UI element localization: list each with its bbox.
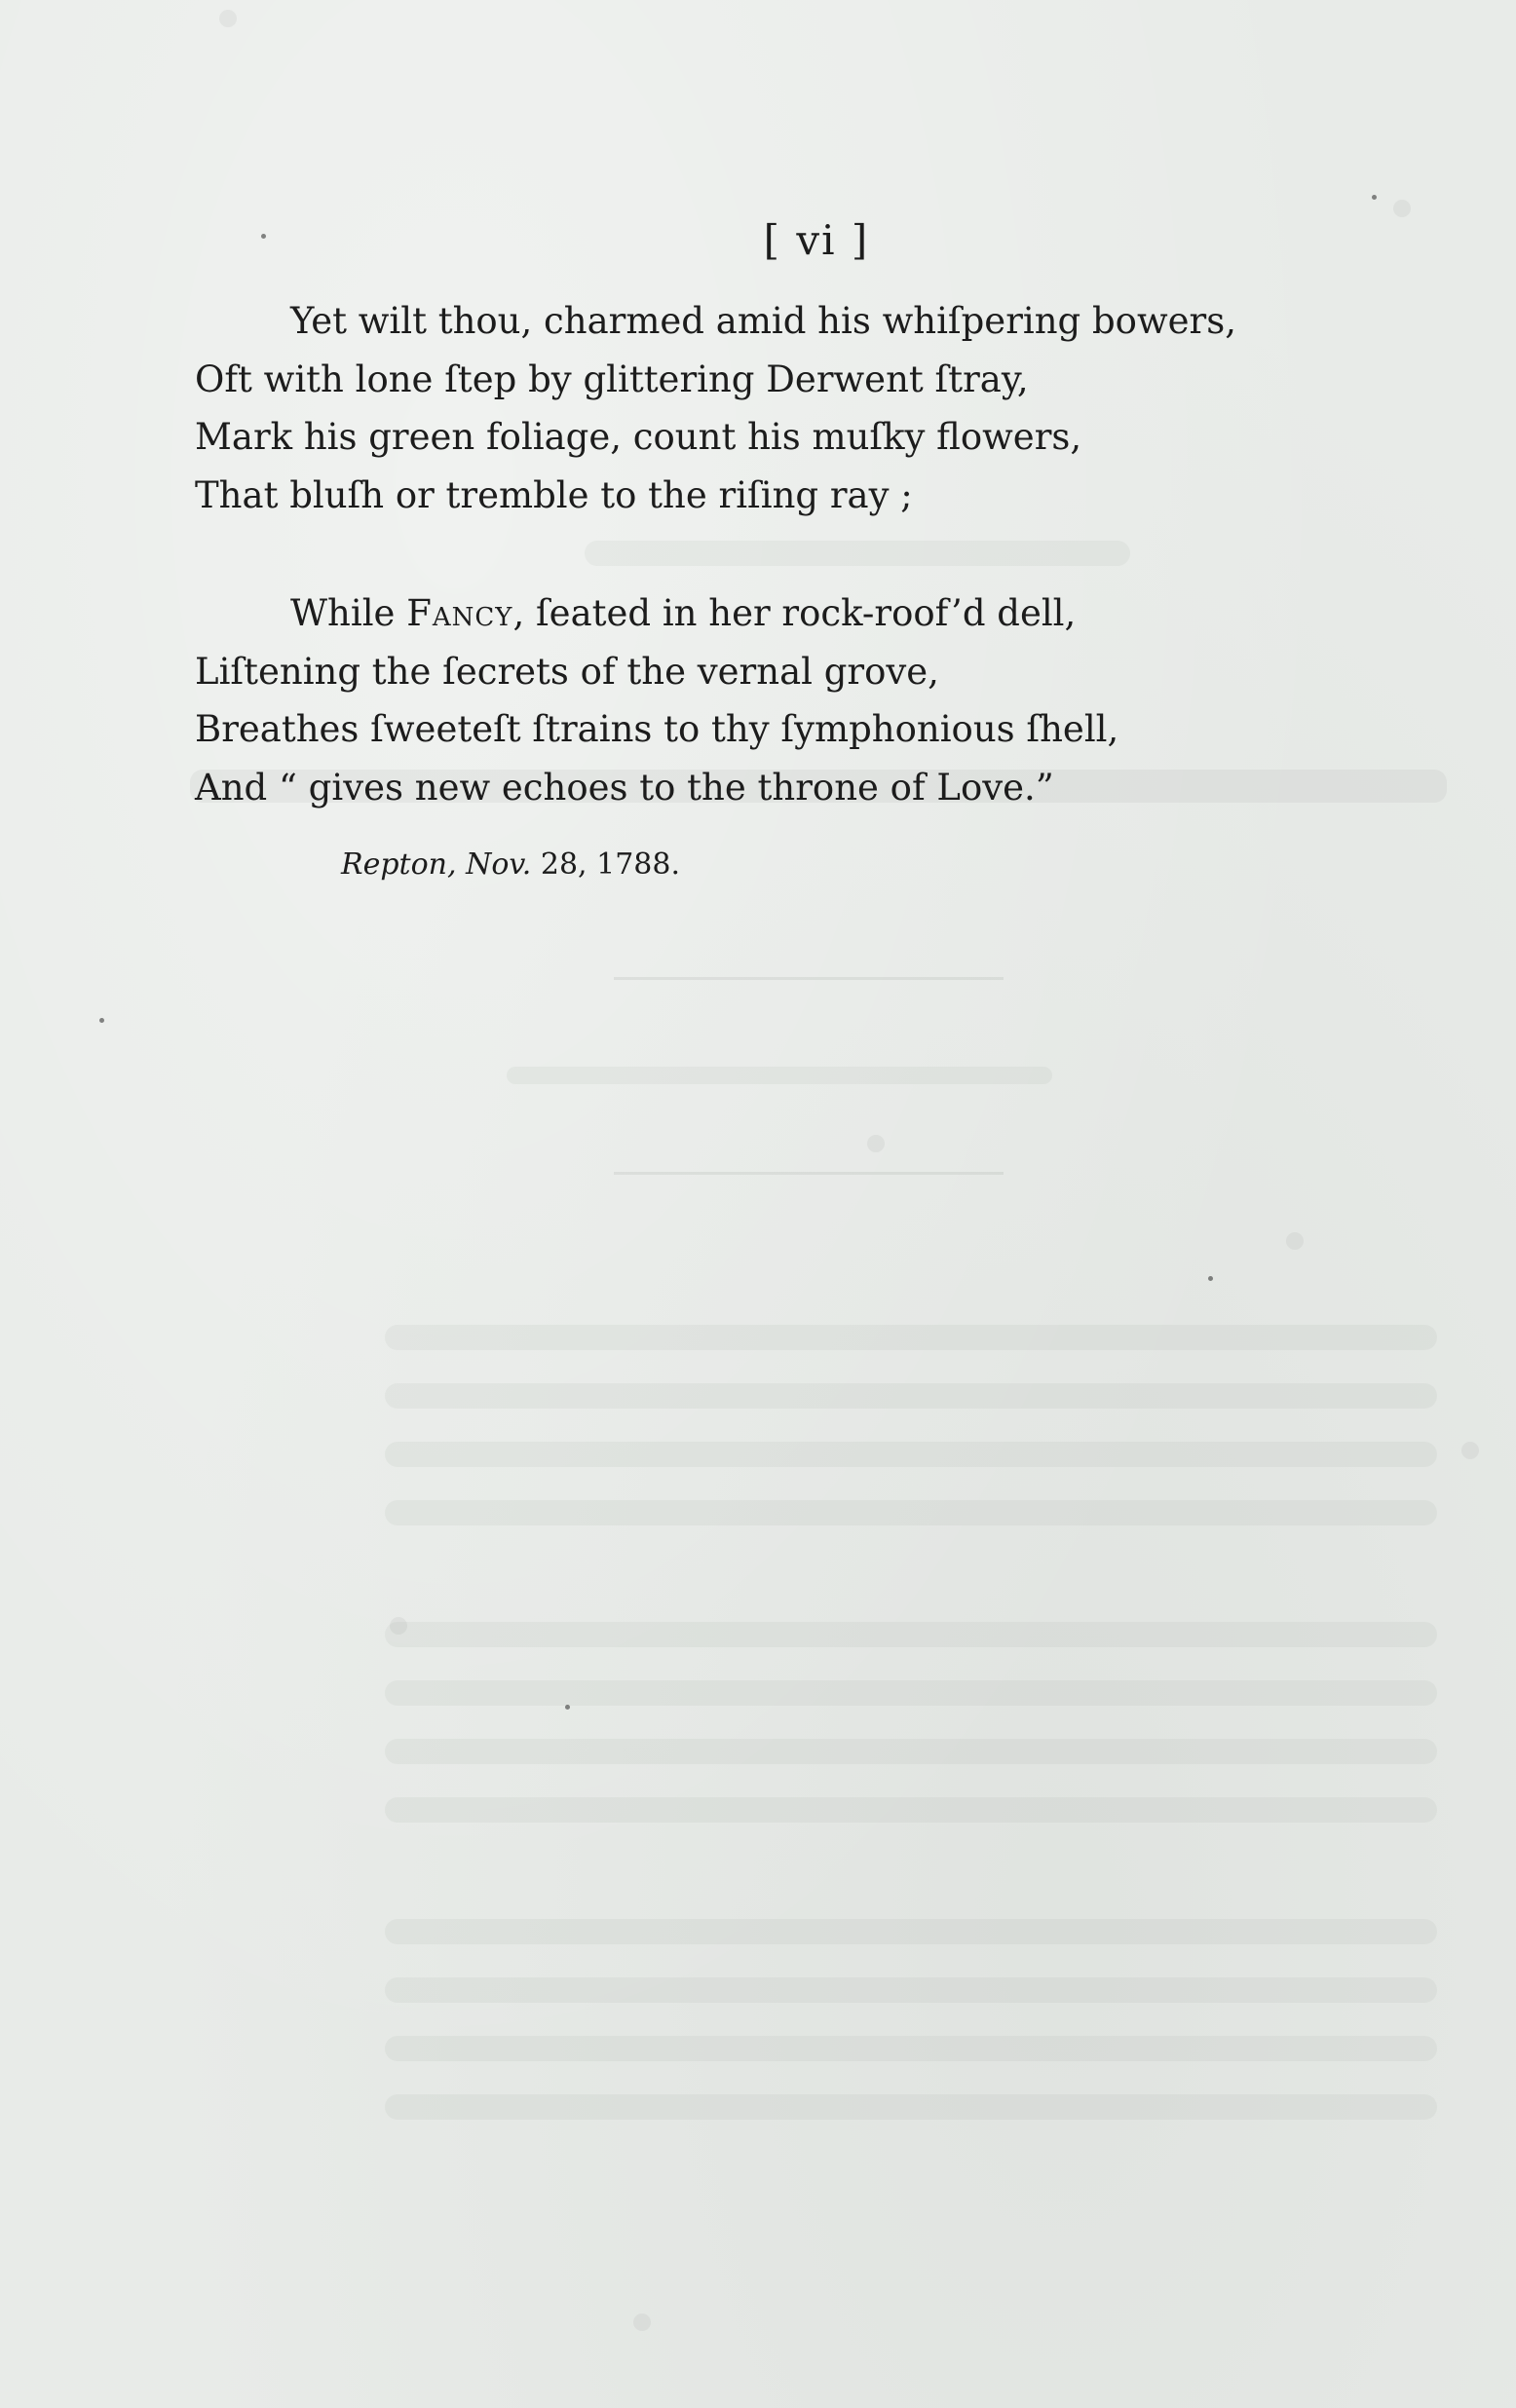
poem-line: Oft with lone ſtep by glittering Derwent ſtray, [195,357,1029,400]
signature-date: 28, 1788. [540,847,681,882]
poem-line: Yet wilt thou, charmed amid his whiſpering bowers, [290,300,1236,342]
poem-line: Breathes ſweeteſt ſtrains to thy ſymphonious ſhell, [195,708,1119,750]
personification-fancy: Fancy [406,592,513,634]
poem-line: That bluſh or tremble to the riſing ray ; [195,473,913,516]
page-number: [ vi ] [763,216,870,264]
poem-line [195,584,1364,643]
signature-place: Repton, [341,847,457,882]
poem-line: And “ gives new echoes to the throne of Love.” [195,766,1054,809]
stanza-2 [195,584,1364,816]
date-signature [341,847,680,882]
poem-text: While [290,592,407,634]
poem-line: Liſtening the ſecrets of the vernal grove, [195,650,939,693]
signature-month: Nov. [466,847,532,882]
poem-text: , ſeated in her rock-roof’d dell, [512,592,1077,634]
poem-line: Mark his green foliage, count his muſky flowers, [195,416,1082,458]
stanza-1 [195,292,1364,524]
